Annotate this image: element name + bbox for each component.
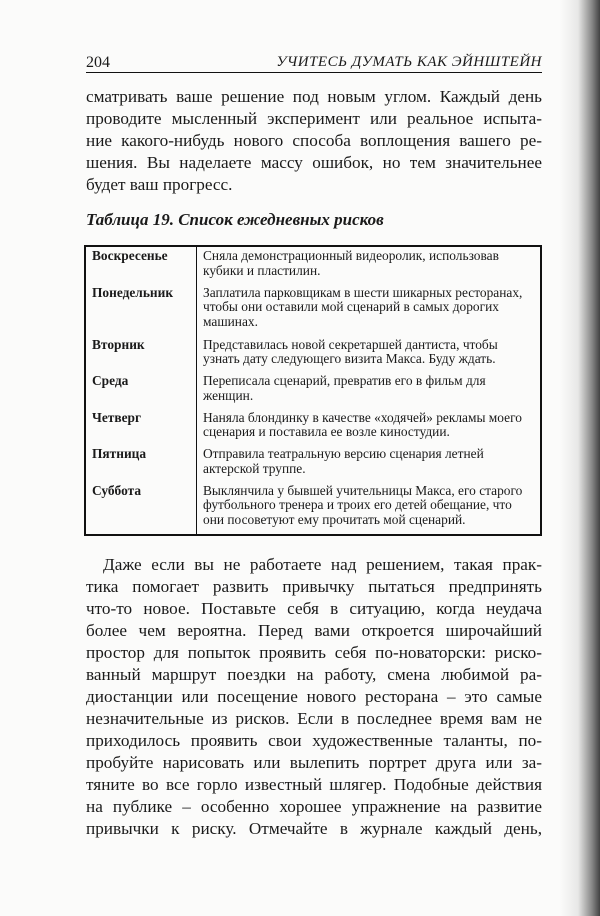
risk-cell: Представилась новой секретаршей дантиста, чтобы узнать дату следующего визита Макса. Буду ждать.: [203, 336, 498, 367]
daily-risks-table: [84, 245, 542, 536]
running-header: [86, 52, 542, 73]
text-line: тяните во все горло известный шлягер. Подобные действия: [86, 775, 542, 794]
text-line: ние какого-нибудь нового способа воплощения вашего ре-: [86, 131, 542, 150]
risk-cell: Выклянчила у бывшей учительницы Макса, его старого футбольного тренера и троих его детей обещание, что они посоветуют ему прочитать мой сценарий.: [203, 482, 523, 527]
paragraph-2: [86, 554, 542, 840]
text-line: диостанции или посещение нового ресторана – это самые: [86, 687, 542, 706]
text-line: на публике – особенно хорошее упражнение на развитие: [86, 797, 542, 816]
text-line: более чем вероятна. Перед вами откроется широчайший: [86, 621, 542, 640]
day-cell: Четверг: [85, 409, 197, 446]
day-cell: Пятница: [85, 445, 197, 482]
table-row: [85, 284, 541, 336]
risk-cell: Заплатила парковщикам в шести шикарных ресторанах, чтобы они оставили мой сценарий в самых дорогих машинах.: [203, 284, 523, 329]
text-line: проводите мысленный эксперимент или реальное испыта-: [86, 109, 542, 128]
table-row: [85, 372, 541, 409]
scan-edge-shadow: [560, 0, 600, 916]
table-caption: Таблица 19. Список ежедневных рисков: [86, 210, 384, 229]
text-line: пробуйте нарисовать или вылепить портрет друга или за-: [86, 753, 542, 772]
text-line: незначительные из рисков. Если в последнее время вам не: [86, 709, 542, 728]
table-row: [85, 482, 541, 535]
risk-cell: Сняла демонстрационный видеоролик, использовав кубики и пластилин.: [203, 248, 499, 278]
table-row: [85, 409, 541, 446]
day-cell: Суббота: [85, 482, 197, 535]
day-cell: Среда: [85, 372, 197, 409]
day-cell: Понедельник: [85, 284, 197, 336]
text-line: шения. Вы наделаете массу ошибок, но тем значительнее: [86, 153, 542, 172]
text-line: приходилось проявить свои художественные таланты, по-: [86, 731, 542, 750]
table-row: [85, 246, 541, 284]
paragraph-1: [86, 86, 542, 196]
table-row: [85, 336, 541, 373]
text-line: тика помогает развить привычку пытаться предпринять: [86, 577, 542, 596]
risk-cell: Отправила театральную версию сценария летней актерской труппе.: [203, 446, 484, 476]
day-cell: Вторник: [85, 336, 197, 373]
text-line: что-то новое. Поставьте себя в ситуацию, когда неудача: [86, 599, 542, 618]
text-line: простор для попыток проявить себя по-новаторски: риско-: [86, 643, 542, 662]
risk-cell: Наняла блондинку в качестве «ходячей» рекламы моего сценария и поставила ее возле киностудии.: [203, 409, 522, 440]
text-line: будет ваш прогресс.: [86, 175, 233, 194]
day-cell: Воскресенье: [85, 246, 197, 284]
page-number: 204: [86, 54, 110, 71]
text-line: сматривать ваше решение под новым углом. Каждый день: [86, 87, 542, 106]
risk-cell: Переписала сценарий, превратив его в фильм для женщин.: [203, 373, 486, 403]
text-line: Даже если вы не работаете над решением, такая прак-: [103, 555, 542, 574]
text-line: привычки к риску. Отмечайте в журнале каждый день,: [86, 819, 542, 838]
table-row: [85, 445, 541, 482]
running-title: УЧИТЕСЬ ДУМАТЬ КАК ЭЙНШТЕЙН: [276, 54, 542, 70]
text-line: ванный маршрут поездки на работу, смена любимой ра-: [86, 665, 542, 684]
